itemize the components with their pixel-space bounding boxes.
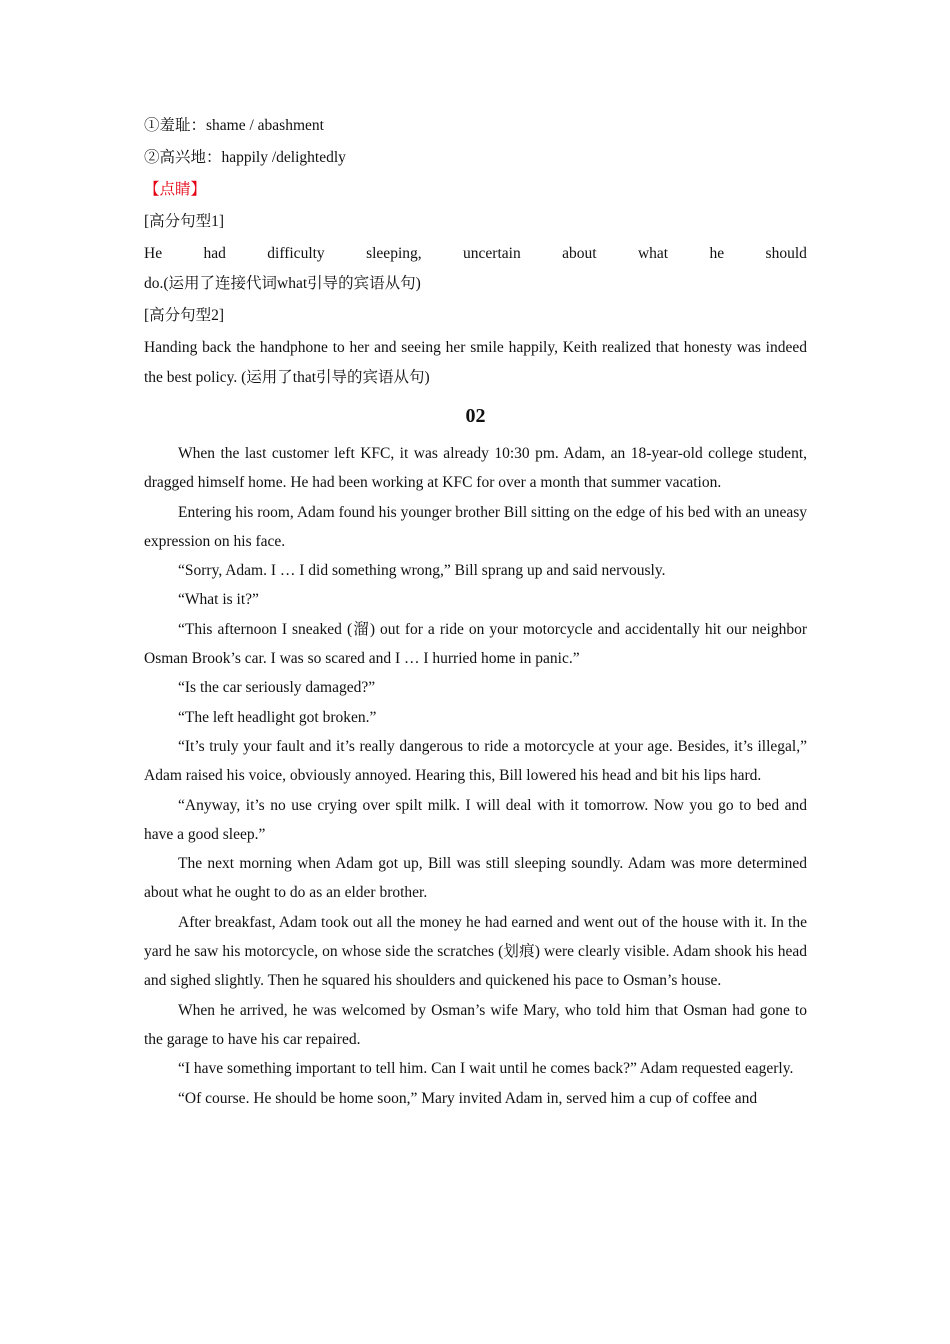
pattern2-text: Handing back the handphone to her and seeing her smile happily, Keith realized that honesty was indeed the best policy. (运用了that引导的宾语从句) bbox=[144, 339, 807, 386]
story-paragraph: “This afternoon I sneaked (溜) out for a ride on your motorcycle and accidentally hit our neighbor Osman Brook’s car. I was so scared and I … I hurried home in panic.” bbox=[144, 620, 807, 668]
story-paragraph: “What is it?” bbox=[178, 591, 259, 609]
vocab-item-1: ①羞耻：shame / abashment bbox=[144, 117, 324, 134]
story-paragraph: After breakfast, Adam took out all the money he had earned and went out of the house with it. In the yard he saw his motorcycle, on whose side the scratches (划痕) were clearly visible. Adam shook his head and sighed slightly. Then he squared his shoulders and quickened his pace to Osman’s house. bbox=[144, 913, 807, 990]
story-paragraph: “It’s truly your fault and it’s really dangerous to ride a motorcycle at your age. Besides, it’s illegal,” Adam raised his voice, obviously annoyed. Hearing this, Bill lowered his head and bit his lips hard. bbox=[144, 737, 807, 785]
pattern1-word: had bbox=[203, 245, 226, 262]
story-paragraph: “The left headlight got broken.” bbox=[178, 708, 377, 726]
pattern2-label: [高分句型2] bbox=[144, 307, 225, 324]
story-paragraph: Entering his room, Adam found his younger brother Bill sitting on the edge of his bed with an uneasy expression on his face. bbox=[144, 503, 807, 550]
story-paragraph: “I have something important to tell him. Can I wait until he comes back?” Adam requested eagerly. bbox=[178, 1060, 794, 1078]
pattern1-label: [高分句型1] bbox=[144, 213, 225, 230]
story-paragraph: The next morning when Adam got up, Bill was still sleeping soundly. Adam was more determined about what he ought to do as an elder brother. bbox=[144, 855, 807, 902]
story-paragraph: When the last customer left KFC, it was already 10:30 pm. Adam, an 18-year-old college student, dragged himself home. He had been working at KFC for over a month that summer vacation. bbox=[144, 445, 807, 492]
pattern1-word: uncertain bbox=[463, 245, 521, 262]
vocab-item-2: ②高兴地：happily /delightedly bbox=[144, 149, 346, 166]
story-paragraph: “Of course. He should be home soon,” Mary invited Adam in, served him a cup of coffee and bbox=[178, 1089, 758, 1107]
pattern1-word: he bbox=[709, 245, 725, 262]
story-paragraph: When he arrived, he was welcomed by Osman’s wife Mary, who told him that Osman had gone to the garage to have his car repaired. bbox=[144, 1001, 807, 1048]
section-number: 02 bbox=[465, 405, 486, 427]
document-page bbox=[144, 111, 807, 1113]
pattern1-word: what bbox=[637, 245, 669, 262]
tip-label: 【点睛】 bbox=[144, 181, 207, 198]
pattern1-word: difficulty bbox=[267, 245, 325, 262]
pattern1-word: should bbox=[765, 245, 807, 262]
story-paragraph: “Is the car seriously damaged?” bbox=[178, 679, 376, 697]
pattern1-word: about bbox=[562, 245, 597, 262]
story-body bbox=[144, 439, 807, 1113]
pattern1-sentence-line bbox=[144, 239, 807, 269]
story-paragraph: “Sorry, Adam. I … I did something wrong,” Bill sprang up and said nervously. bbox=[178, 562, 666, 580]
story-paragraph: “Anyway, it’s no use crying over spilt milk. I will deal with it tomorrow. Now you go to bed and have a good sleep.” bbox=[144, 796, 807, 843]
pattern1-word: He bbox=[144, 245, 163, 262]
pattern1-word: sleeping, bbox=[366, 245, 422, 262]
pattern1-tail: do.(运用了连接代词what引导的宾语从句) bbox=[144, 275, 421, 292]
